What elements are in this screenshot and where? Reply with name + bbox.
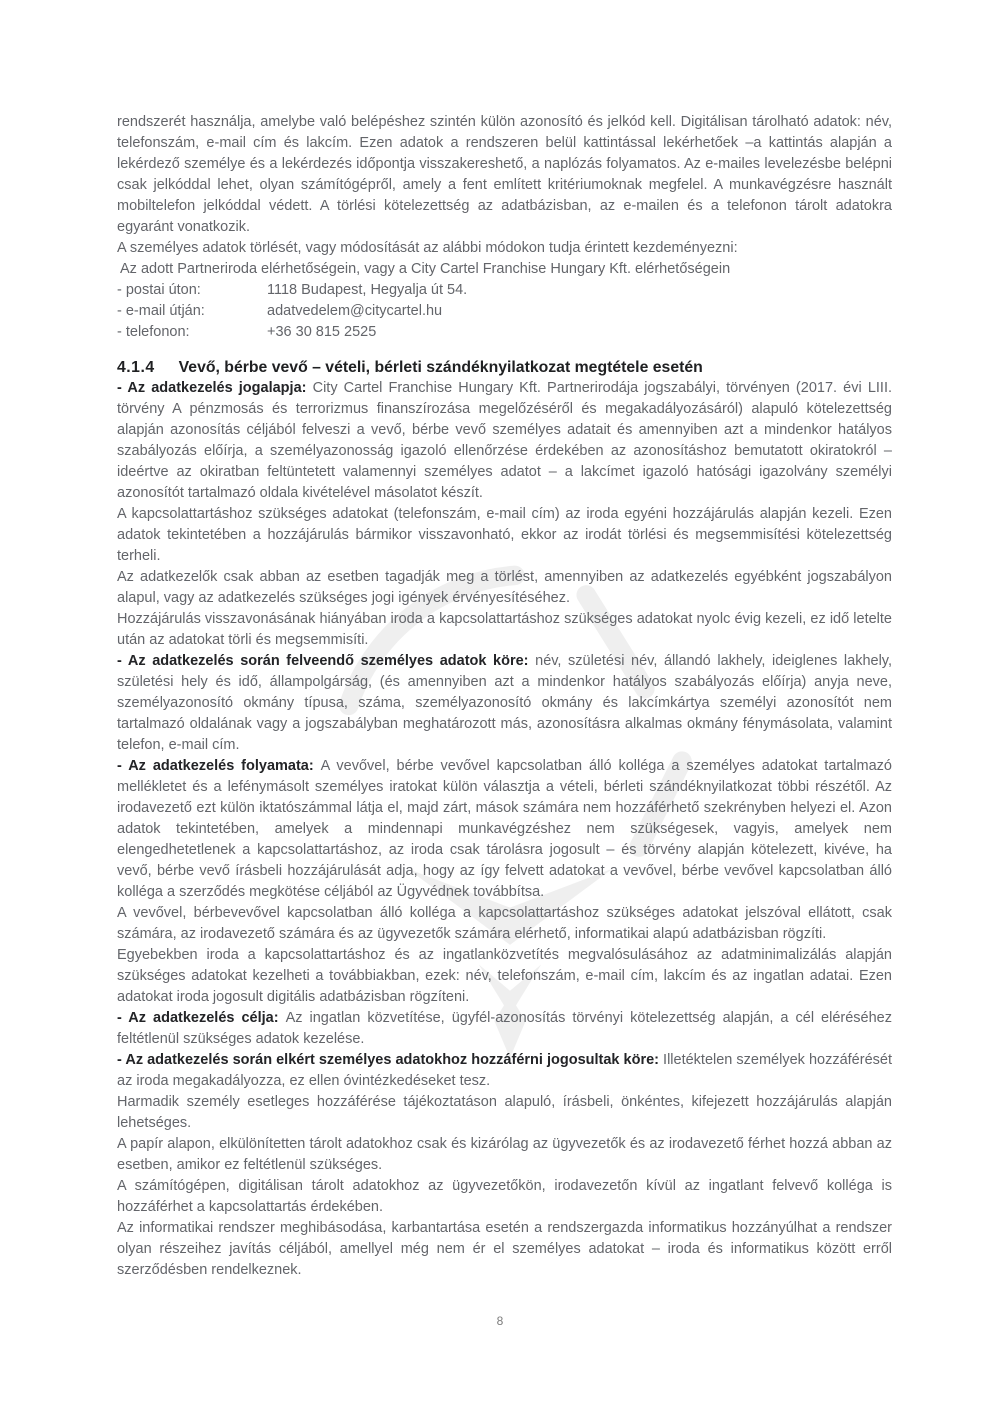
deletion-channels-line: Az adott Partneriroda elérhetőségein, vagy a City Cartel Franchise Hungary Kft. elérhetőségein — [120, 261, 731, 277]
body-paragraph — [117, 903, 892, 945]
body-paragraph — [117, 756, 892, 903]
paragraph-text: Az informatikai rendszer meghibásodása, karbantartása esetén a rendszergazda informatikus hozzányúlhat a rendszer olyan részeihez javítás céljából, amellyel még nem ér el személyes adatokat – iroda és informatikus között erről szerződésben rendelkeznek. — [117, 1220, 892, 1278]
body-paragraph — [117, 609, 892, 651]
paragraph-text: City Cartel Franchise Hungary Kft. Partnerirodája jogszabályi, törvényen (2017. évi LIII. törvény A pénzmosás és terrorizmus finanszírozása megelőzéséről és megakadályozásáról) alapuló kötelezettség alapján azonosítás céljából felveszi a vevő, bérbe vevő személyes adatait és amennyiben azt a mindenkor hatályos szabályozás előírja, a személyazonosság igazoló ellenőrzése érdekében az azonosításhoz bemutatott okiratokról – ideértve az okiratban feltüntetett valamennyi személyes adatot – a lakcímet igazoló hatósági igazolvány személyi azonosítót tartalmazó oldala kivételével másolatot készít. — [117, 380, 892, 501]
body-paragraph — [117, 1176, 892, 1218]
paragraph-text: Az ingatlan közvetítése, ügyfél-azonosítás törvényi kötelezettség alapján, a cél eléréséhez feltétlenül szükséges adatok kezelése. — [117, 1010, 892, 1047]
contact-label: - telefonon: — [117, 324, 190, 340]
paragraph-text: Az adatkezelők csak abban az esetben tagadják meg a törlést, amennyiben az adatkezelés egyébként jogszabályon alapul, vagy az adatkezelés szükséges jogi igények érvényesítéséhez. — [117, 569, 892, 606]
section-heading — [117, 357, 892, 378]
body-paragraph — [117, 945, 892, 1008]
body-paragraph — [117, 651, 892, 756]
paragraph-lead: - Az adatkezelés célja: — [117, 1010, 279, 1026]
body-paragraph — [117, 504, 892, 567]
body-paragraph — [117, 1008, 892, 1050]
postal-address: 1118 Budapest, Hegyalja út 54. — [267, 282, 468, 298]
paragraph-text: A papír alapon, elkülönítetten tárolt adatokhoz csak és kizárólag az ügyvezetők és az irodavezető férhet hozzá abban az esetben, amikor ez feltétlenül szükséges. — [117, 1136, 892, 1173]
paragraph-text: név, születési név, állandó lakhely, ideiglenes lakhely, születési hely és idő, állampolgárság, (és amennyiben azt a mindenkor hatályos szabályozás előírja) anyja neve, személyazonosító okmány típusa, száma, személyazonosító okmány és lakcímkártya személyi azonosítót nem tartalmazó oldalának vagy a jogszabályban meghatározott más, azonosításra alkalmas okmány fénymásolata, valamint telefon, e-mail cím. — [117, 653, 893, 753]
page-footer — [0, 1314, 1000, 1328]
body-paragraph — [117, 1134, 892, 1176]
body-paragraph — [117, 1218, 892, 1281]
contact-row-phone — [117, 322, 892, 343]
paragraph-lead: - Az adatkezelés jogalapja: — [117, 380, 307, 396]
contact-label: - e-mail útján: — [117, 303, 205, 319]
body-paragraph — [117, 1050, 892, 1092]
paragraph-lead: - Az adatkezelés folyamata: — [117, 758, 314, 774]
page-number: 8 — [496, 1314, 504, 1328]
body-text-block — [117, 112, 892, 1281]
paragraph-text: Illetéktelen személyek hozzáférését az iroda megakadályozza, ez ellen óvintézkedéseket tesz. — [117, 1052, 892, 1089]
intro-paragraph: rendszerét használja, amelybe való belépéshez szintén külön azonosító és jelkód kell. Digitálisan tárolható adatok: név, telefonszám, e-mail cím és lakcím. Ezen adatok a rendszeren belül kattintással lekérhetőek –a kattintás alapján a lekérdező személye és a lekérdezés időpontja visszakereshető, a naplózás folyamatos. Az e-mailes levelezésbe belépni csak jelkóddal lehet, olyan számítógépről, amely a fent említett kritériumoknak megfelel. A munkavégzésre használt mobiltelefon jelkóddal védett. A törlési kötelezettség az adatbázisban, az e-mailen és a telefonon tárolt adatokra egyaránt vonatkozik. — [117, 114, 892, 235]
paragraph-text: Harmadik személy esetleges hozzáférése tájékoztatáson alapuló, írásbeli, önkéntes, kifejezett hozzájárulás alapján lehetséges. — [117, 1094, 892, 1131]
paragraph-text: A kapcsolattartáshoz szükséges adatokat (telefonszám, e-mail cím) az iroda egyéni hozzájárulás alapján kezeli. Ezen adatok tekintetében a hozzájárulás bármikor visszavonható, ekkor az irodát törlési és megsemmisítési kötelezettség terheli. — [117, 506, 892, 564]
paragraph-lead: - Az adatkezelés során felveendő személyes adatok köre: — [117, 653, 529, 669]
contact-row-postal — [117, 280, 892, 301]
contact-row-email — [117, 301, 892, 322]
email-address: adatvedelem@citycartel.hu — [267, 303, 443, 319]
body-paragraph — [117, 378, 892, 504]
paragraph-text: Hozzájárulás visszavonásának hiányában iroda a kapcsolattartáshoz szükséges adatokat nyolc évig kezeli, ez idő letelte után az adatokat törli és megsemmisíti. — [117, 611, 892, 648]
paragraph-text: Egyebekben iroda a kapcsolattartáshoz és az ingatlanközvetítés megvalósulásához az adatminimalizálás alapján szükséges adatokat kezelheti a továbbiakban, ezek: név, telefonszám, e-mail cím, lakcím és az ingatlan adatai. Ezen adatokat iroda jogosult digitális adatbázisban rögzíteni. — [117, 947, 892, 1005]
contact-label: - postai úton: — [117, 282, 201, 298]
section-title: Vevő, bérbe vevő – vételi, bérleti szándéknyilatkozat megtétele esetén — [178, 359, 703, 376]
body-paragraph — [117, 1092, 892, 1134]
body-paragraph — [117, 567, 892, 609]
section-number: 4.1.4 — [117, 359, 155, 376]
deletion-intro-line: A személyes adatok törlését, vagy módosítását az alábbi módokon tudja érintett kezdeményezni: — [117, 240, 738, 256]
phone-number: +36 30 815 2525 — [267, 324, 377, 340]
paragraph-lead: - Az adatkezelés során elkért személyes adatokhoz hozzáférni jogosultak köre: — [117, 1052, 659, 1068]
paragraph-text: A számítógépen, digitálisan tárolt adatokhoz az ügyvezetőkön, irodavezetőn kívül az ingatlant felvevő kolléga is hozzáférhet a kapcsolattartás érdekében. — [117, 1178, 892, 1215]
paragraph-text: A vevővel, bérbe vevővel kapcsolatban álló kolléga a személyes adatokat tartalmazó mellékletet és a lefénymásolt személyes iratokat külön választja a vételi, bérleti szándéknyilatkozat többi részétől. Az irodavezető ezt külön iktatószámmal látja el, majd zárt, mások számára nem hozzáférhető szekrényben helyezi el. Azon adatok tekintetében, amelyek a mindennapi munkavégzéshez nem szükségesek, vagyis, amelyek nem elengedhetetlenek a kapcsolattartáshoz, az iroda csak tárolásra jogosult – és törvény alapján kötelezett, kivéve, ha vevő, bérbe vevő írásbeli hozzájárulását adja, hogy az így felvett adatokat a vevővel, bérbe vevővel kapcsolatban álló kolléga a szerződés megkötése céljából az Ügyvédnek továbbítsa. — [117, 758, 892, 900]
paragraph-text: A vevővel, bérbevevővel kapcsolatban álló kolléga a kapcsolattartáshoz szükséges adatokat jelszóval ellátott, csak számára, az irodavezető számára és az ügyvezetők számára elérhető, informatikai alapú adatbázisban rögzíti. — [117, 905, 892, 942]
